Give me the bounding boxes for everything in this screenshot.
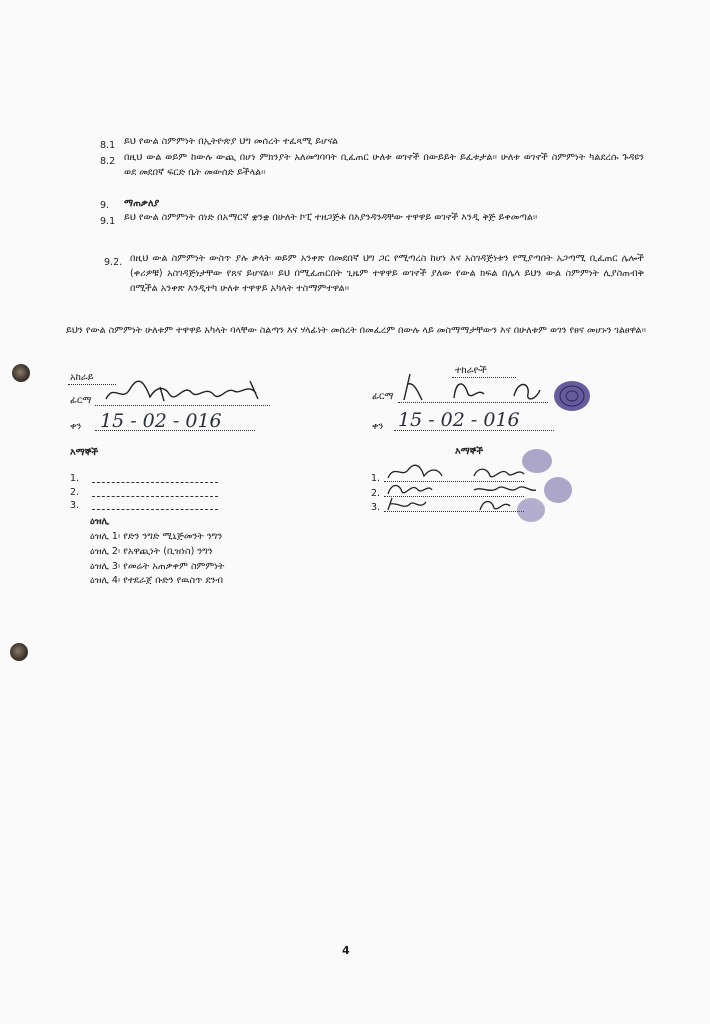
clause-number: 8.2 [100, 156, 116, 167]
date-label: ቀን [70, 421, 82, 432]
signature-line [398, 402, 548, 403]
attachment-item: ዕዝሊ 3፡ የመሬት አጠቃቀም ስምምነት [90, 561, 225, 572]
witness-number: 2. [371, 488, 381, 499]
lessor-heading: አከራይ [70, 372, 94, 383]
clause-9-1: ይህ የውል ስምምነት ሰነድ በአማርኛ ቋንቋ በሁለት ኮፒ ተዘጋጅቶ በእያንዳንዳቸው ተዋዋይ ወገኖች እንዲ ቅጅ ይቀመጣል፡፡ [124, 212, 538, 223]
fingerprint-stamp [520, 447, 554, 475]
page-number: 4 [342, 944, 350, 957]
attachment-item: ዕዝሊ 4፡ የተደራጀ ቡድን የዉስጥ ደንብ [90, 575, 224, 586]
date-line [95, 430, 255, 431]
section-number: 9. [100, 200, 110, 211]
witness-number: 2. [70, 487, 80, 498]
witness-number: 3. [70, 500, 80, 511]
clause-8-1: ይህ የውል ስምምነት በኢትዮጵያ ህግ መሰረት ተፈጻሚ ይሆናል [124, 136, 339, 147]
closing-paragraph: ይህን የውል ስምምነት ሁለቱም ተዋዋይ አካላት ባላቸው ስልጣን እና ሃላፊነት መሰረት በመፈረም በውሉ ላይ መስማማታቸውን እና በሁለቱም ወገን የፀና መሆኑን ገልፀዋል፡፡ [66, 325, 647, 336]
witness-number: 3. [371, 502, 381, 513]
witness-number: 1. [70, 473, 80, 484]
witness-line [92, 496, 218, 497]
clause-number: 9.1 [100, 216, 116, 227]
witnesses-heading: እማኞች [70, 447, 99, 458]
witness-line [384, 511, 524, 512]
tenants-heading: ተከራዮች [455, 365, 487, 376]
witnesses-heading: እማኞች [455, 446, 484, 457]
fingerprint-stamp [552, 379, 592, 413]
attachments-heading: ዕዝሊ [90, 516, 109, 527]
lessor-date-handwritten: 15 - 02 - 016 [100, 410, 222, 432]
clause-number: 9.2. [104, 257, 123, 268]
punch-hole-bottom [10, 643, 28, 661]
witness-number: 1. [371, 473, 381, 484]
tenants-date-handwritten: 15 - 02 - 016 [398, 409, 520, 431]
clause-9-2: በዚህ ውል ስምምነት ውስጥ ያሉ ቃላት ወይም አንቀጽ በመደበኛ ህግ ጋር የሚጣረስ ከሆነ እና አስገዳጅነቱን የሚያጣበት አጋጣሚ ቢፈጠር ሌሎች (ቀሪዎቹ) አስገዳጅነታቸው የጸና ይሆናል፡፡ ይህ በሚፈጠርበት ጊዜም ተዋዋይ ወገኖች ያለው የውል ክፍል በሌላ ይህን ውል ስምምነት ሊያስጠብቅ በሚችል አንቀጽ እንዲተካ ሁለቱ ተዋዋይ አካላት ተስማምተዋል፡፡ [130, 253, 644, 294]
tenants-signature [398, 370, 558, 406]
attachment-item: ዕዝሊ 1፡ የድን ንግድ ሚኒጅመንት ንግን [90, 531, 223, 542]
signature-line [95, 405, 270, 406]
punch-hole-top [12, 364, 30, 382]
lessor-signature [100, 377, 275, 407]
signature-label: ፊርማ [372, 391, 394, 402]
signature-label: ፊርማ [70, 395, 92, 406]
clause-8-2: በዚህ ውል ወይም ከውሉ ውጪ በሆነ ምክንያት አለመግባባት ቢፈጠር ሁለቱ ወገኖች በውይይት ይፈቱታል፡፡ ሁለቱ ወገኖች ስምምነት ካልደረሱ ጉዳዩን ወደ መደበኛ ፍርድ ቤት መውሰድ ይችላል፡፡ [124, 152, 644, 178]
witness-line [92, 482, 218, 483]
attachment-item: ዕዝሊ 2፡ የአዋጪነት (ቢዝነስ) ንግን [90, 546, 213, 557]
clause-number: 8.1 [100, 140, 116, 151]
section-heading: ማጠቃለያ [124, 198, 160, 209]
date-line [394, 430, 554, 431]
witness-line [92, 509, 218, 510]
fingerprint-stamp [515, 496, 547, 524]
date-label: ቀን [372, 421, 384, 432]
